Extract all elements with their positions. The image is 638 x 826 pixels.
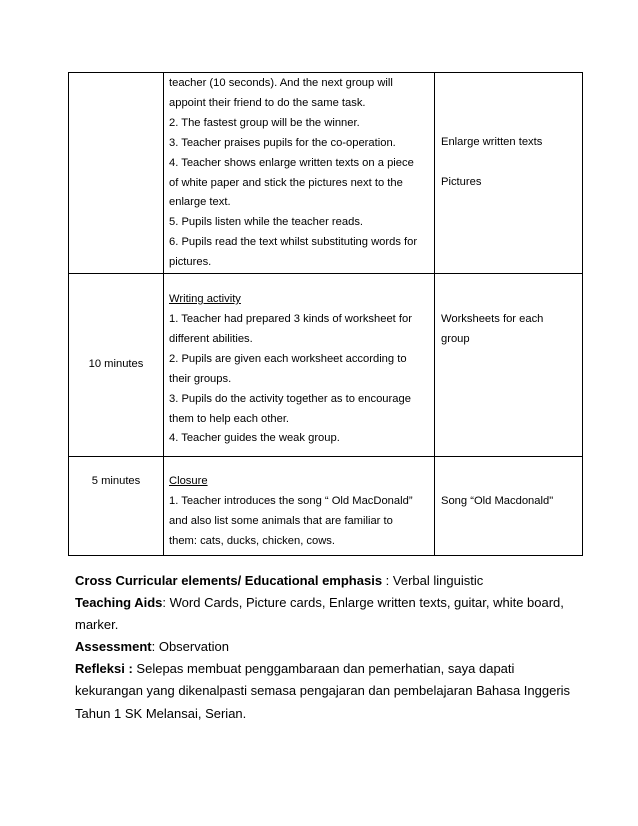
refleksi-label: Refleksi : [75,661,133,677]
table-row [69,73,583,274]
activity-line: 5. Pupils listen while the teacher reads. [169,216,364,229]
duration-label: 10 minutes [88,358,144,371]
activity-line: teacher (10 seconds). And the next group will [169,77,393,89]
resources-cell [435,73,583,274]
cross-curricular-label: Cross Curricular elements/ Educational emphasis [75,573,383,588]
teaching-aids-value: : Word Cards, Picture cards, Enlarge written texts, guitar, white board, [162,595,564,611]
refleksi-value-cont: Tahun 1 SK Melansai, Serian. [75,705,247,721]
activity-line: their groups. [169,372,232,385]
activity-line: 2. Pupils are given each worksheet according to [169,352,407,365]
teaching-aids-label: Teaching Aids [75,595,163,611]
activity-line: 4. Teacher shows enlarge written texts on a piece [169,156,414,169]
time-cell [69,457,164,556]
cross-curricular-line [75,570,575,592]
refleksi-value-cont: kekurangan yang dikenalpasti semasa pengajaran dan pembelajaran Bahasa Inggeris [75,683,571,699]
activity-line: 6. Pupils read the text whilst substituting words for [169,236,418,249]
table-row [69,457,583,556]
teaching-aids-line [75,592,575,614]
teaching-aids-line-2 [75,614,575,636]
activity-heading: Closure [169,475,208,488]
refleksi-value: Selepas membuat penggambaraan dan pemerhatian, saya dapati [132,661,515,677]
activity-line: them to help each other. [169,412,290,425]
activity-line: 2. The fastest group will be the winner. [169,116,360,129]
resources-cell [435,457,583,556]
activity-line: 3. Pupils do the activity together as to encourage [169,392,411,405]
resource-line: Pictures [441,175,482,188]
activity-line: of white paper and stick the pictures next to the [169,176,403,189]
assessment-value: : Observation [151,639,229,655]
refleksi-line [75,658,575,680]
refleksi-line-3 [75,703,575,725]
activity-line: and also list some animals that are familiar to [169,514,393,527]
activity-line: enlarge text. [169,196,231,209]
activity-line: pictures. [169,256,212,269]
activity-line: 4. Teacher guides the weak group. [169,432,340,445]
lesson-plan-table [68,72,583,556]
activity-line: them: cats, ducks, chicken, cows. [169,534,336,547]
lesson-notes [75,570,575,725]
assessment-label: Assessment [75,639,152,655]
resource-line: group [441,332,470,345]
resource-line: Song “Old Macdonald" [441,495,554,508]
refleksi-line-2 [75,680,575,702]
teaching-aids-value-cont: marker. [75,617,119,633]
activity-cell [164,73,435,274]
activity-line: 3. Teacher praises pupils for the co-operation. [169,136,396,149]
resource-line: Worksheets for each [441,313,544,326]
activity-heading: Writing activity [169,293,241,306]
cross-curricular-value: : Verbal linguistic [382,573,484,588]
activity-line: different abilities. [169,332,253,345]
duration-label: 5 minutes [91,475,141,488]
activity-line: 1. Teacher introduces the song “ Old MacDonald” [169,494,413,507]
activity-line: appoint their friend to do the same task. [169,96,366,109]
activity-cell [164,457,435,556]
assessment-line [75,636,575,658]
activity-cell [164,274,435,457]
activity-line: 1. Teacher had prepared 3 kinds of worksheet for [169,312,412,325]
time-cell [69,73,164,274]
resource-line [441,153,582,173]
resources-cell [435,274,583,457]
table-row [69,274,583,457]
resource-line: Enlarge written texts [441,136,543,148]
time-cell [69,274,164,457]
